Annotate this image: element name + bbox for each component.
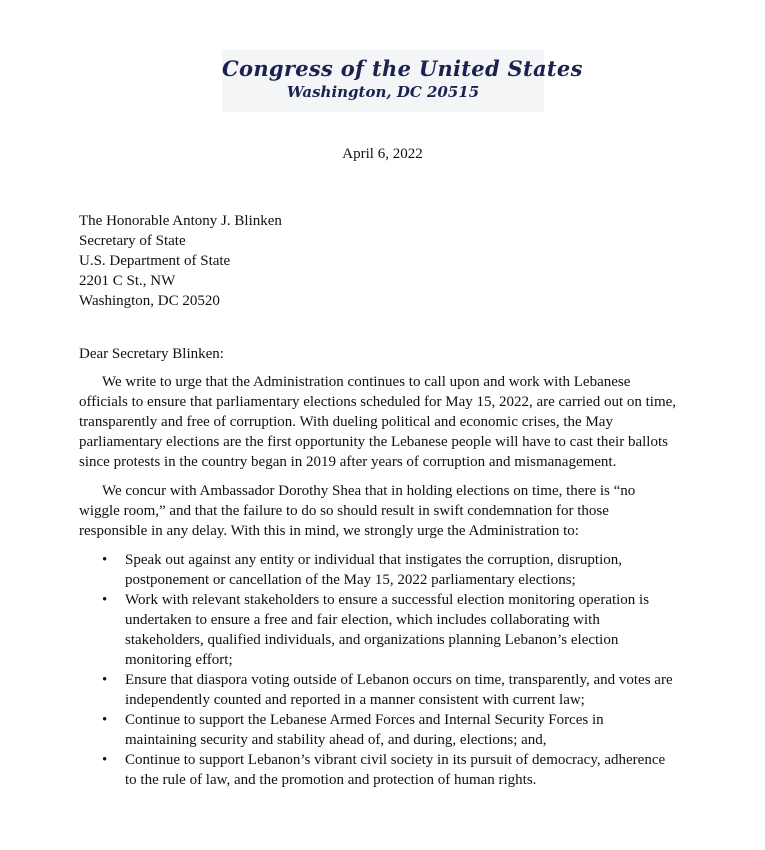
bullet-icon: • (102, 552, 108, 568)
list-item-text: Continue to support Lebanon’s vibrant civil society in its pursuit of democracy, adherence to the rule of law, and the promotion and protection of human rights. (125, 752, 666, 788)
salutation: Dear Secretary Blinken: (79, 346, 224, 362)
list-item-text: Work with relevant stakeholders to ensure a successful election monitoring operation is undertaken to ensure a free and fair election, which includes collaborating with stakeholders, qualified individuals, and organizations planning Lebanon’s election monitoring effort; (125, 592, 650, 668)
bullet-icon: • (102, 752, 108, 768)
list-item (79, 590, 679, 670)
list-item (79, 710, 679, 750)
letterhead-title: Congress of the United States (222, 56, 583, 81)
letterhead-address: Washington, DC 20515 (286, 83, 480, 101)
recipient-city: Washington, DC 20520 (79, 293, 220, 309)
list-item-text: Continue to support the Lebanese Armed Forces and Internal Security Forces in maintaining security and stability ahead of, and during, elections; and, (125, 712, 604, 748)
recipient-department: U.S. Department of State (79, 253, 231, 269)
list-item (79, 550, 679, 590)
list-item (79, 670, 679, 710)
body-paragraph-1: We write to urge that the Administration continues to call upon and work with Lebanese officials to ensure that parliamentary elections scheduled for May 15, 2022, are carried out on time, transparently and free of corruption. With dueling political and economic crises, the May parliamentary elections are the first opportunity the Lebanese people will have to cast their ballots since protests in the country began in 2019 after years of corruption and mismanagement. (79, 374, 677, 470)
list-item-text: Ensure that diaspora voting outside of Lebanon occurs on time, transparently, and votes are independently counted and reported in a manner consistent with current law; (125, 672, 673, 708)
recipient-title: Secretary of State (79, 233, 186, 249)
recipient-street: 2201 C St., NW (79, 273, 176, 289)
request-list (79, 550, 679, 790)
bullet-icon: • (102, 592, 108, 608)
list-item-text: Speak out against any entity or individual that instigates the corruption, disruption, postponement or cancellation of the May 15, 2022 parliamentary elections; (125, 552, 622, 588)
letter-date: April 6, 2022 (342, 146, 423, 162)
recipient-address (79, 211, 282, 311)
bullet-icon: • (102, 672, 108, 688)
recipient-name: The Honorable Antony J. Blinken (79, 213, 282, 229)
bullet-icon: • (102, 712, 108, 728)
body-paragraph-2: We concur with Ambassador Dorothy Shea that in holding elections on time, there is “no wiggle room,” and that the failure to do so should result in swift condemnation for those responsible in any delay. With this in mind, we strongly urge the Administration to: (79, 483, 636, 539)
list-item (79, 750, 679, 790)
letterhead (222, 50, 583, 112)
